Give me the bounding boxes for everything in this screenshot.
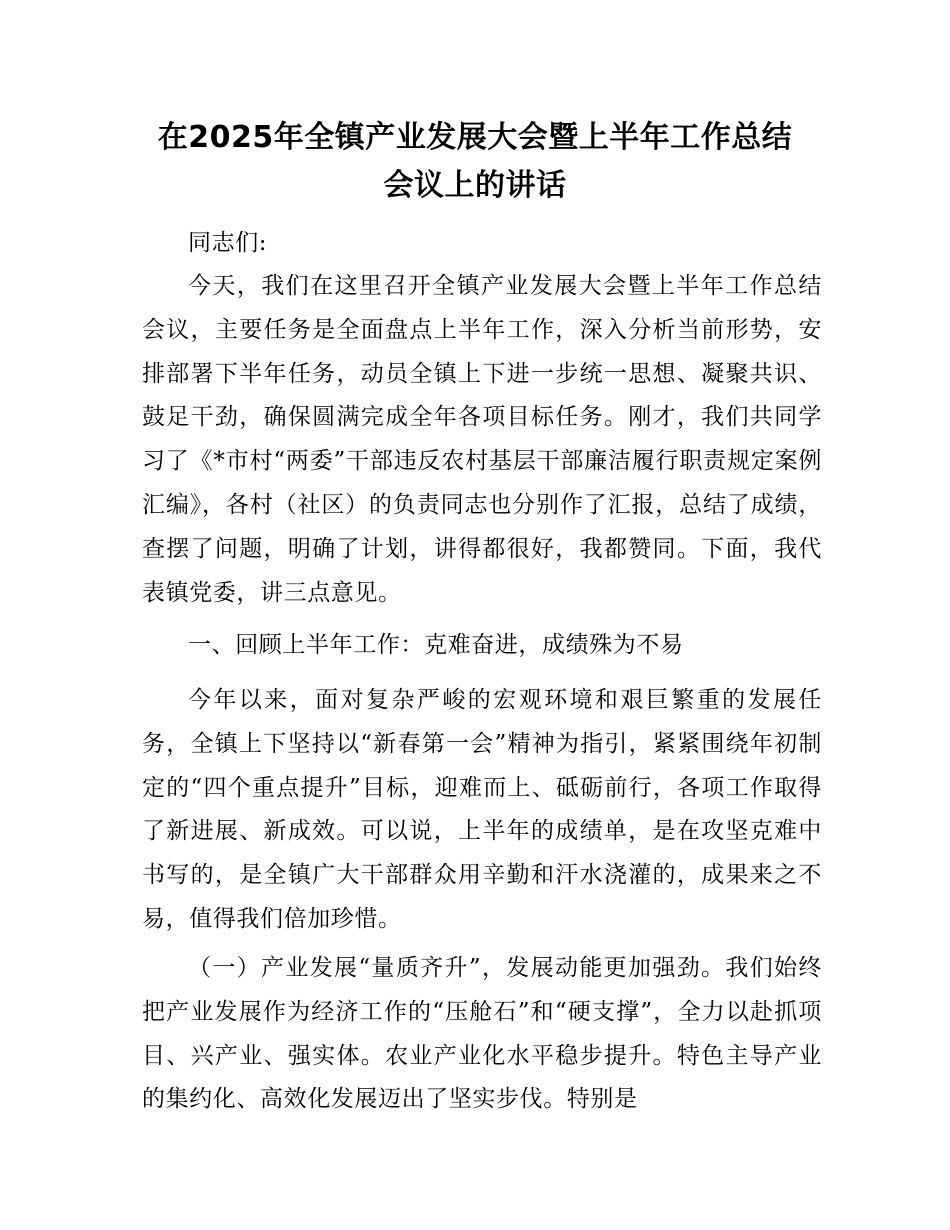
salutation: 同志们:	[188, 230, 268, 256]
section-heading-1: 一、回顾上半年工作：克难奋进，成绩殊为不易	[188, 632, 684, 658]
paragraph-industry: （一）产业发展“量质齐升”，发展动能更加强劲。我们始终把产业发展作为经济工作的“压舱石”和“硬支撑”，全力以赴抓项目、兴产业、强实体。农业产业化水平稳步提升。特色主导产业的集约化、高效化发展迈出了坚实步伐。特别是	[142, 955, 822, 1113]
salutation-block	[142, 222, 822, 266]
title-line-2: 会议上的讲话	[383, 168, 567, 203]
document-title	[120, 114, 830, 210]
title-line-1: 在2025年全镇产业发展大会暨上半年工作总结	[157, 120, 793, 155]
paragraph-industry-block	[142, 947, 822, 1122]
paragraph-review-block	[142, 679, 822, 942]
section-heading-block	[142, 624, 822, 668]
paragraph-review: 今年以来，面对复杂严峻的宏观环境和艰巨繁重的发展任务，全镇上下坚持以“新春第一会”精神为指引，紧紧围绕年初制定的“四个重点提升”目标，迎难而上、砥砺前行，各项工作取得了新进展、新成效。可以说，上半年的成绩单，是在攻坚克难中书写的，是全镇广大干部群众用辛勤和汗水浇灌的，成果来之不易，值得我们倍加珍惜。	[142, 687, 822, 932]
paragraph-intro-block	[142, 265, 822, 615]
paragraph-intro: 今天，我们在这里召开全镇产业发展大会暨上半年工作总结会议，主要任务是全面盘点上半年工作，深入分析当前形势，安排部署下半年任务，动员全镇上下进一步统一思想、凝聚共识、鼓足干劲，确保圆满完成全年各项目标任务。刚才，我们共同学习了《*市村“两委”干部违反农村基层干部廉洁履行职责规定案例汇编》，各村（社区）的负责同志也分别作了汇报，总结了成绩，查摆了问题，明确了计划，讲得都很好，我都赞同。下面，我代表镇党委，讲三点意见。	[142, 273, 822, 606]
